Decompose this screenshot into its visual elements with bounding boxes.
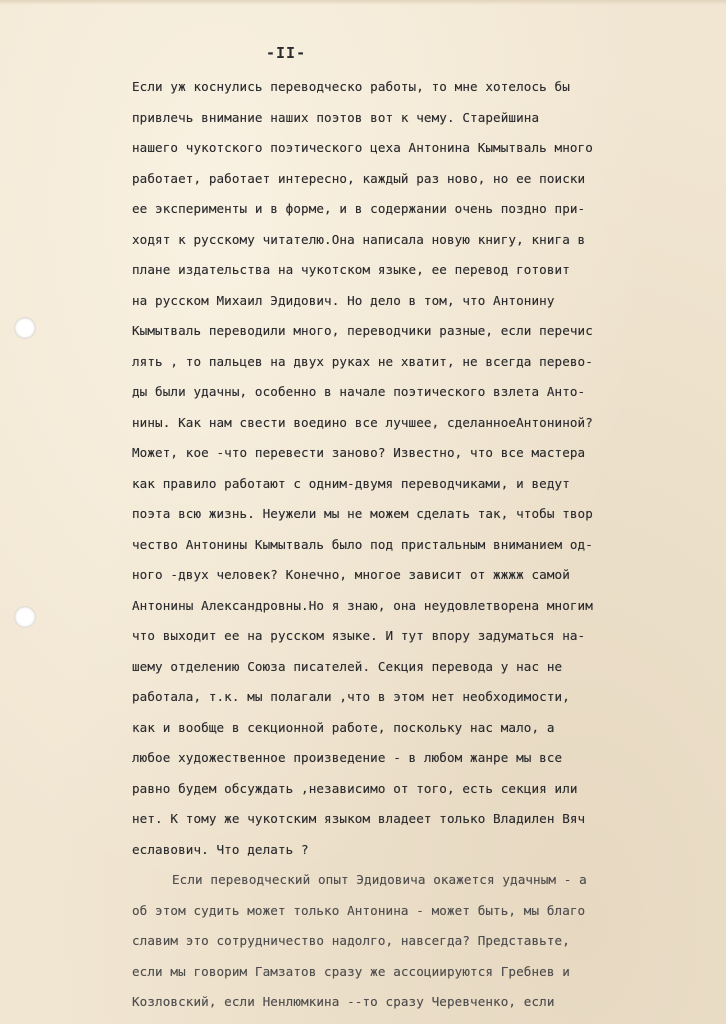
text-line: Если переводческий опыт Эдидовича окажется удачным - а <box>172 872 587 887</box>
text-line: плане издательства на чукотском языке, ее перевод готовит <box>132 262 570 277</box>
typewritten-text-block <box>132 72 707 1018</box>
text-line: шему отделению Союза писателей. Секция перевода у нас не <box>132 658 563 674</box>
text-line: ее эксперименты и в форме, и в содержании очень поздно при- <box>132 201 586 216</box>
text-line: ходят к русскому читателю.Она написала новую книгу, книга в <box>132 231 586 247</box>
text-line: поэта всю жизнь. Неужели мы не можем сделать так, чтобы твор <box>132 506 593 521</box>
punch-hole-icon <box>14 317 36 339</box>
text-line: славим это сотрудничество надолго, навсегда? Представьте, <box>132 933 570 948</box>
text-line: лять , то пальцев на двух руках не хватит, не всегда перево- <box>132 353 593 369</box>
text-line: Козловский, если Ненлюмкина --то сразу Черевченко, если <box>132 994 555 1009</box>
page-number: -II- <box>266 44 307 62</box>
text-line: что выходит ее на русском языке. И тут впору задуматься на- <box>132 628 586 643</box>
text-line: нет. К тому же чукотским языком владеет только Владилен Вяч <box>132 811 586 826</box>
text-line: нашего чукотского поэтического цеха Антонина Кымытваль много <box>132 140 593 155</box>
text-line: об этом судить может только Антонина - может быть, мы благо <box>132 902 586 918</box>
text-line: Если уж коснулись переводческо работы, то мне хотелось бы <box>132 79 570 94</box>
punch-hole-icon <box>14 606 36 628</box>
text-line: как правило работают с одним-двумя переводчиками, и ведут <box>132 475 570 491</box>
text-line: привлечь внимание наших поэтов вот к чему. Старейшина <box>132 109 540 125</box>
text-line: равно будем обсуждать ,независимо от того, есть секция или <box>132 780 578 796</box>
paper-top-edge <box>0 0 726 5</box>
text-line: как и вообще в секционной работе, поскольку нас мало, а <box>132 719 555 735</box>
text-line: Кымытваль переводили много, переводчики разные, если перечис <box>132 323 593 338</box>
text-line: Антонины Александровны.Но я знаю, она неудовлетворена многим <box>132 597 593 613</box>
text-line: нины. Как нам свести воедино все лучшее, сделанноеАнтониной? <box>132 414 593 430</box>
text-line: Может, кое -что перевести заново? Известно, что все мастера <box>132 445 586 460</box>
text-line: работает, работает интересно, каждый раз ново, но ее поиски <box>132 170 586 186</box>
text-line: чество Антонины Кымытваль было под пристальным вниманием од- <box>132 536 593 552</box>
text-line: ного -двух человек? Конечно, многое зависит от жжжж самой <box>132 567 570 582</box>
text-line: на русском Михаил Эдидович. Но дело в том, что Антонину <box>132 292 555 308</box>
text-line: ды были удачны, особенно в начале поэтического взлета Анто- <box>132 384 586 399</box>
text-line: еславович. Что делать ? <box>132 841 309 857</box>
text-line: если мы говорим Гамзатов сразу же ассоциируются Гребнев и <box>132 963 570 979</box>
text-line: любое художественное произведение - в любом жанре мы все <box>132 750 563 765</box>
text-line: работала, т.к. мы полагали ,что в этом нет необходимости, <box>132 689 570 704</box>
